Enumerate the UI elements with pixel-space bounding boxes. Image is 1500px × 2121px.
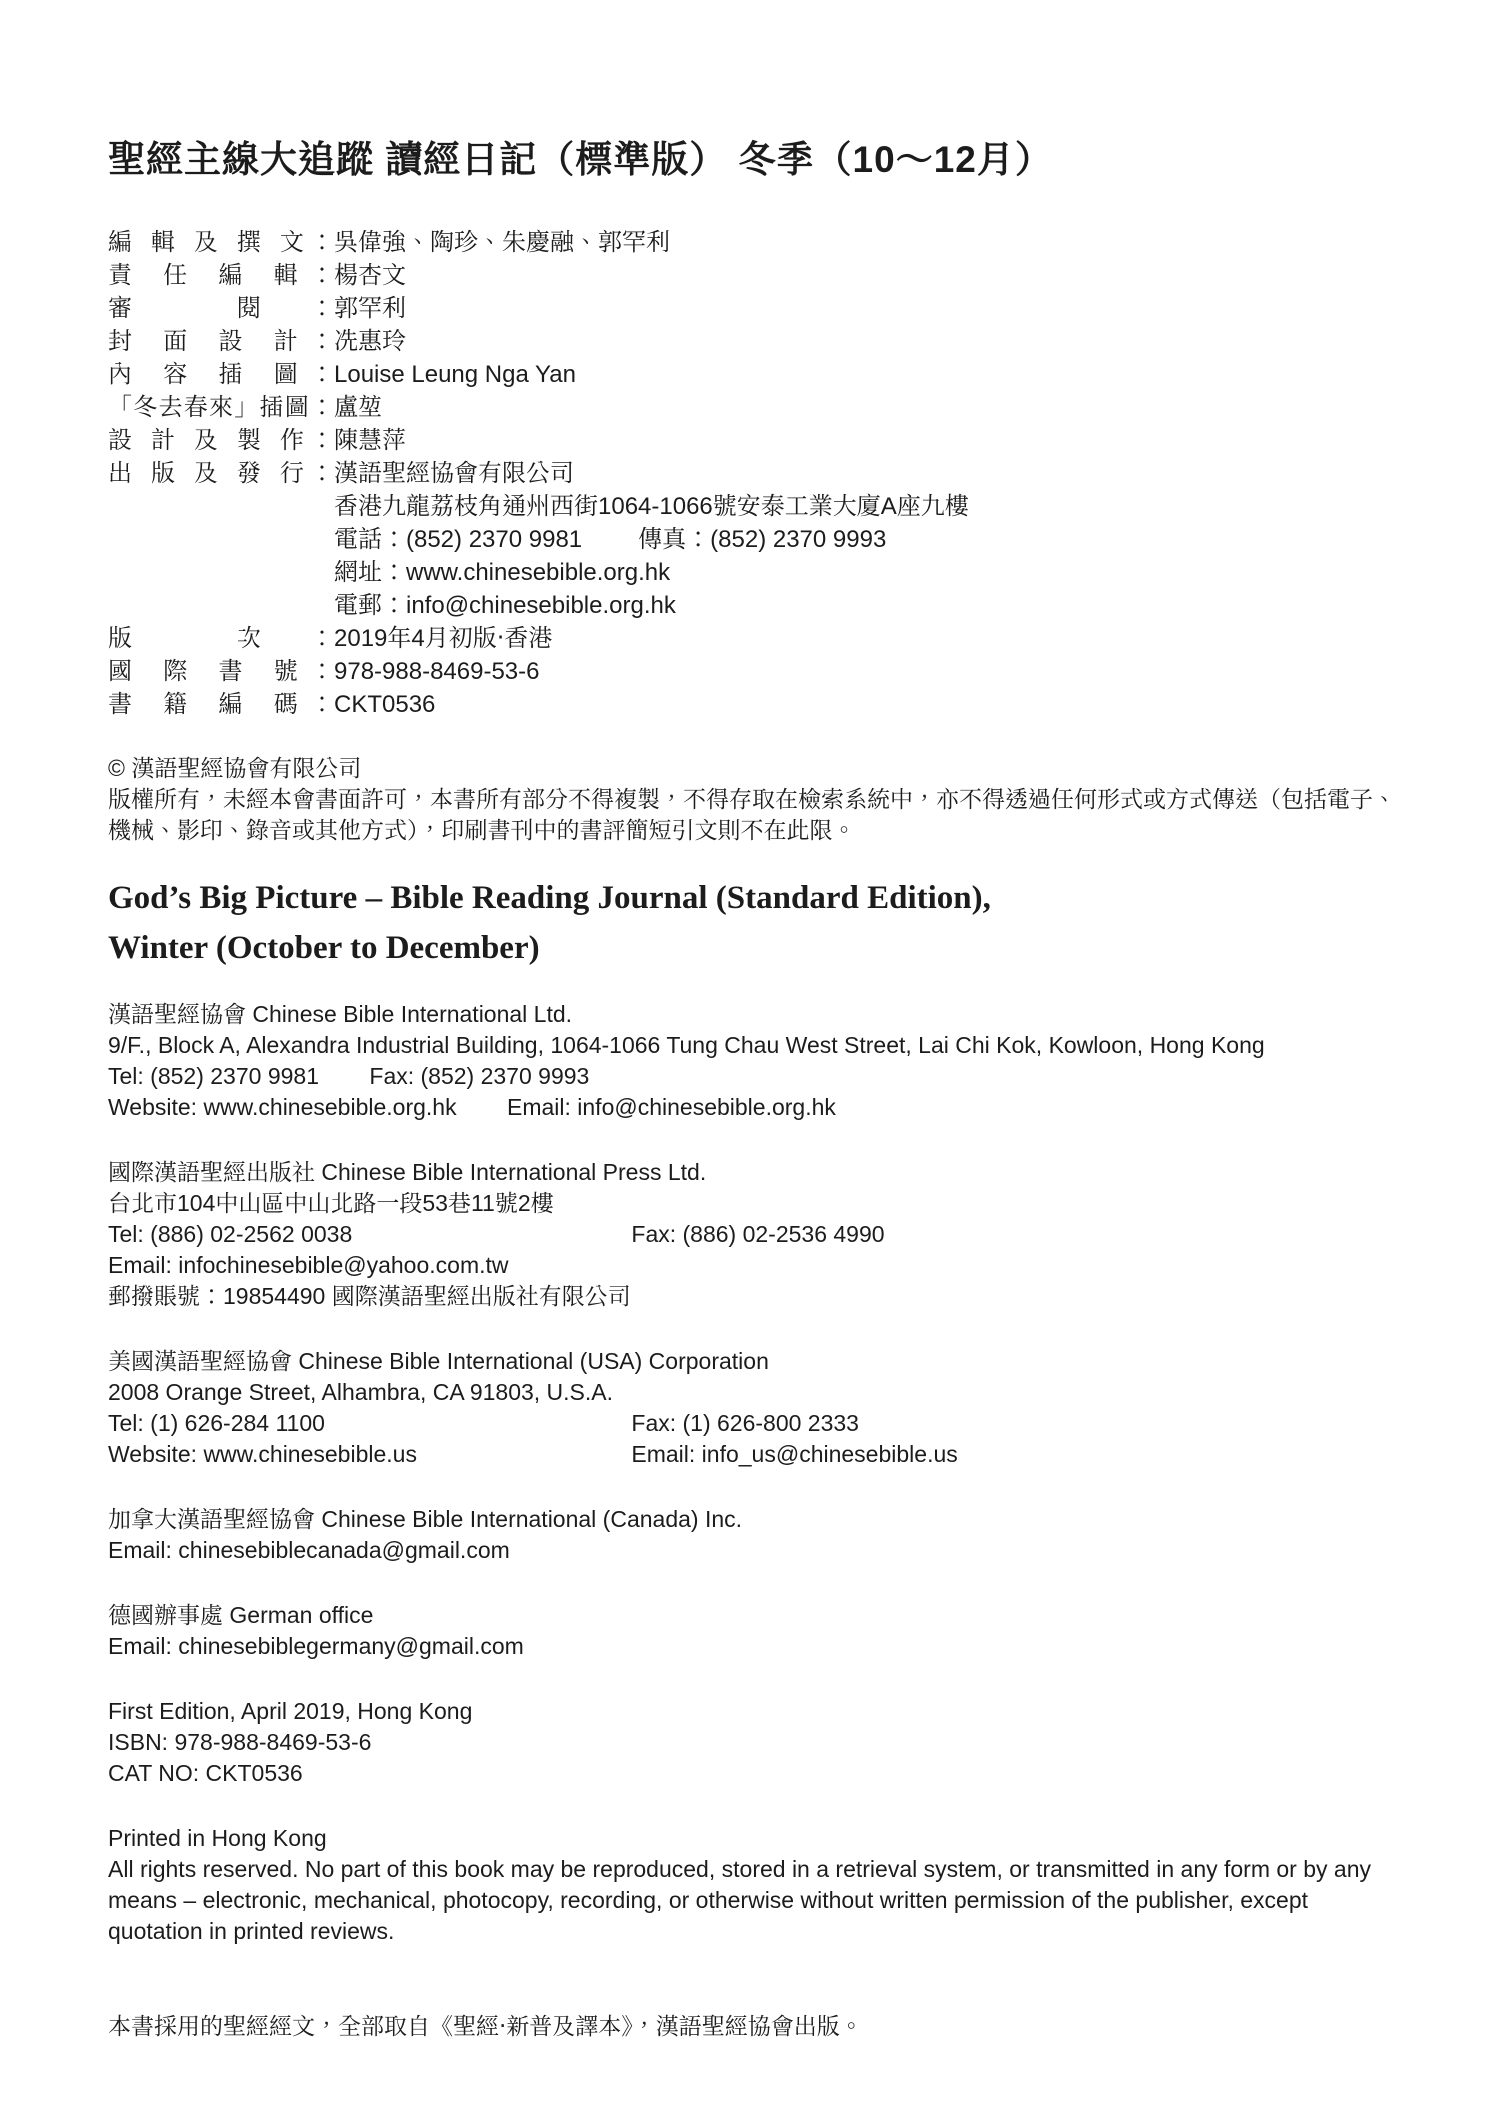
credit-label: 出 版 及 發 行： [108,460,334,487]
english-title-line1: God’s Big Picture – Bible Reading Journal (Standard Edition), [108,880,991,916]
credit-row-design-production [108,424,1400,457]
office-tel: Tel: (852) 2370 9981 [108,1063,319,1089]
office-email: Email: infochinesebible@yahoo.com.tw [108,1252,509,1278]
office-name: 漢語聖經協會 Chinese Bible International Ltd. [108,1001,573,1027]
credit-value: 吳偉強、陶珍、朱慶融、郭罕利 [334,229,670,256]
credit-value: 盧堃 [334,394,382,421]
office-name: 德國辦事處 German office [108,1602,374,1628]
credit-value: 楊杏文 [334,262,406,289]
credit-label: 設 計 及 製 作： [108,427,334,454]
copyright-notice: 版權所有，未經本會書面許可，本書所有部分不得複製，不得存取在檢索系統中，亦不得透過任何形式或方式傳送（包括電子、機械、影印、錄音或其他方式），印刷書刊中的書評簡短引文則不在此限。 [108,786,1396,843]
office-email: Email: info@chinesebible.org.hk [506,1094,836,1120]
credit-label: 責 任 編 輯： [108,262,334,289]
edition-line: First Edition, April 2019, Hong Kong [108,1698,473,1724]
office-name: 國際漢語聖經出版社 Chinese Bible International Press Ltd. [108,1159,707,1185]
office-usa [108,1346,1400,1470]
credit-value: 電郵：info@chinesebible.org.hk [334,592,676,619]
credit-label: 版 次： [108,625,334,652]
credit-row-publisher-address [108,490,1400,523]
credit-row-reviewer [108,292,1400,325]
office-name: 美國漢語聖經協會 Chinese Bible International (USA) Corporation [108,1348,769,1374]
office-fax: Fax: (886) 02-2536 4990 [631,1221,885,1247]
catalog-number-line: CAT NO: CKT0536 [108,1760,303,1786]
credit-row-editors [108,226,1400,259]
credit-label: 編 輯 及 撰 文： [108,229,334,256]
credits-list [108,226,1400,721]
english-title [108,873,1400,973]
edition-info [108,1696,1400,1789]
office-hong-kong [108,999,1400,1123]
office-canada [108,1504,1400,1566]
scripture-source-note: 本書採用的聖經經文，全部取自《聖經‧新普及譯本》，漢語聖經協會出版。 [108,2013,863,2039]
credit-row-edition [108,622,1400,655]
credit-value: 冼惠玲 [334,328,406,355]
credit-value: 漢語聖經協會有限公司 [334,460,574,487]
office-website: Website: www.chinesebible.us [108,1441,417,1467]
credit-row-publisher-email [108,589,1400,622]
copyright-section [108,753,1400,846]
credit-value: 郭罕利 [334,295,406,322]
office-germany [108,1600,1400,1662]
page-title: 聖經主線大追蹤 讀經日記（標準版） 冬季（10～12月） [108,139,1053,180]
rights-notice: All rights reserved. No part of this book may be reproduced, stored in a retrieval system, or transmitted in any form or by any means – electronic, mechanical, photocopy, recording, or otherwise without written permission of the publisher, except quotation in printed reviews. [108,1856,1371,1944]
office-taiwan [108,1157,1400,1312]
credit-value: 陳慧萍 [334,427,406,454]
office-address: 台北市104中山區中山北路一段53巷11號2樓 [108,1190,554,1216]
credit-row-cover-design [108,325,1400,358]
office-tel: Tel: (1) 626-284 1100 [108,1410,325,1436]
credit-value: Louise Leung Nga Yan [334,361,576,388]
credit-label: 審 閱： [108,295,334,322]
credit-label: 封 面 設 計： [108,328,334,355]
office-name: 加拿大漢語聖經協會 Chinese Bible International (Canada) Inc. [108,1506,743,1532]
credit-row-isbn [108,655,1400,688]
credit-row-winter-illustration [108,391,1400,424]
credit-row-managing-editor [108,259,1400,292]
credit-row-publisher [108,457,1400,490]
isbn-line: ISBN: 978-988-8469-53-6 [108,1729,372,1755]
office-email: Email: chinesebiblegermany@gmail.com [108,1633,524,1659]
credit-value: 香港九龍荔枝角通州西街1064-1066號安泰工業大廈A座九樓 [334,493,969,520]
credit-value: 網址：www.chinesebible.org.hk [334,559,671,586]
copyright-owner: © 漢語聖經協會有限公司 [108,755,362,781]
office-address: 2008 Orange Street, Alhambra, CA 91803, U.S.A. [108,1379,614,1405]
office-fax: Fax: (1) 626-800 2333 [631,1410,859,1436]
credit-value-tel: 電話：(852) 2370 9981 [334,526,583,553]
credit-row-illustrations [108,358,1400,391]
credit-label: 「冬去春來」插圖： [108,394,334,421]
credit-value: CKT0536 [334,691,436,718]
office-website: Website: www.chinesebible.org.hk [108,1094,457,1120]
credit-row-publisher-website [108,556,1400,589]
office-email: Email: info_us@chinesebible.us [631,1441,958,1467]
credit-row-publisher-phone [108,523,1400,556]
credit-value: 978-988-8469-53-6 [334,658,540,685]
office-tel: Tel: (886) 02-2562 0038 [108,1221,353,1247]
office-email: Email: chinesebiblecanada@gmail.com [108,1537,510,1563]
credit-label: 書 籍 編 碼： [108,691,334,718]
credit-row-cat-no [108,688,1400,721]
office-fax: Fax: (852) 2370 9993 [369,1063,590,1089]
printing-info [108,1823,1400,1947]
credit-label: 內 容 插 圖： [108,361,334,388]
english-title-line2: Winter (October to December) [108,930,540,966]
printed-in-line: Printed in Hong Kong [108,1825,327,1851]
office-postal-account: 郵撥賬號：19854490 國際漢語聖經出版社有限公司 [108,1283,631,1309]
credit-label: 國 際 書 號： [108,658,334,685]
office-address: 9/F., Block A, Alexandra Industrial Building, 1064-1066 Tung Chau West Street, Lai Chi Kok, Kowloon, Hong Kong [108,1032,1265,1058]
credit-value-fax: 傳真：(852) 2370 9993 [638,526,887,553]
credit-value: 2019年4月初版‧香港 [334,625,553,652]
